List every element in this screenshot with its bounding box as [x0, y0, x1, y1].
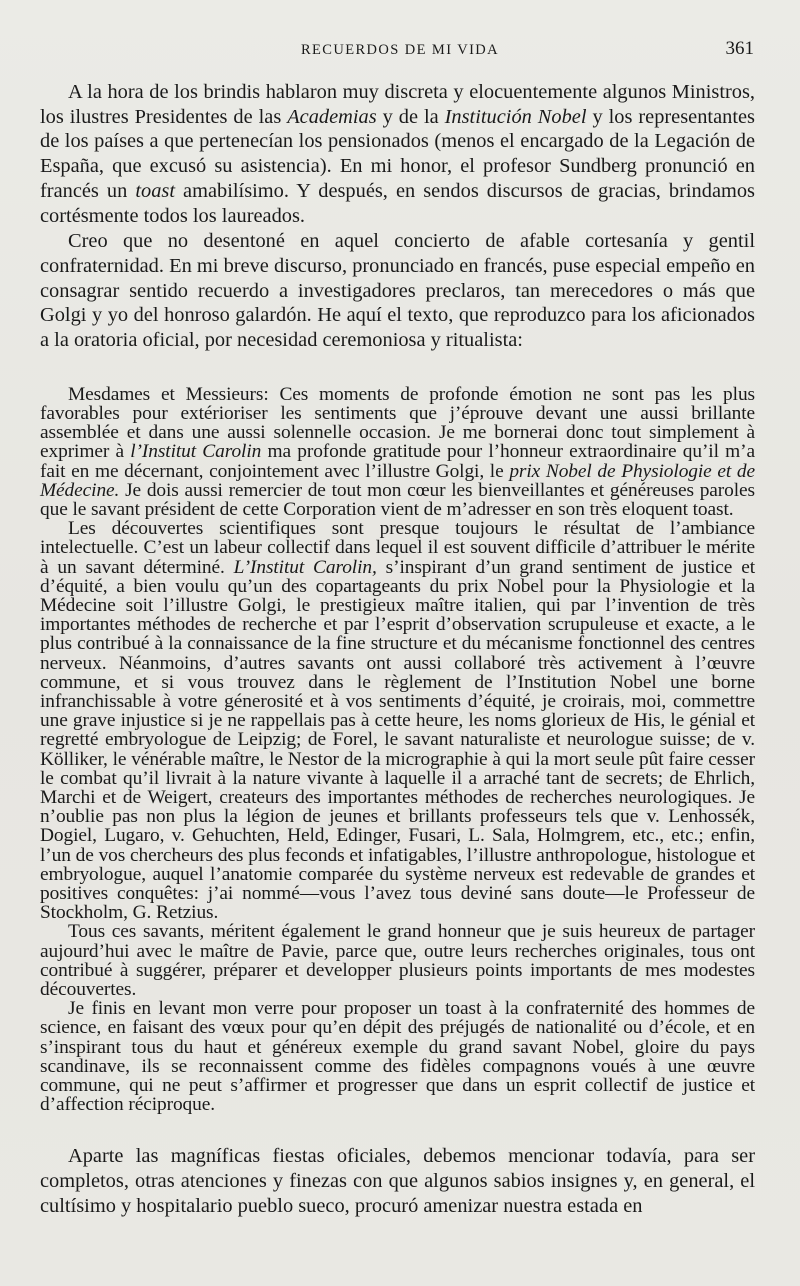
italic-run: toast [135, 179, 175, 202]
speech-paragraph-discoveries [40, 519, 755, 922]
paragraph-fiestas: Aparte las magníficas fiestas oficiales, debemos mencionar todavía, para ser completos, otras atenciones y finezas con que algunos sabios insignes y, en general, el cultísimo y hospitalario pueblo sueco, procuró amenizar nuestra estada en [40, 1145, 755, 1217]
paragraph-brindis [40, 80, 755, 228]
speech-block [40, 385, 755, 1115]
paragraph-discurso-intro: Creo que no desentoné en aquel concierto de afable cortesanía y gentil confraternidad. En mi breve discurso, pronunciado en francés, puse especial empeño en consagrar sentido recuerdo a investigadores preclaros, tan merecedores o más que Golgi y yo del honroso galardón. He aquí el texto, que reproduzco para los aficionados a la oratoria oficial, por necesidad ceremoniosa y ritualista: [40, 230, 755, 352]
italic-run: l’Institut Carolin [130, 441, 262, 463]
italic-run: Academias [287, 105, 377, 128]
text-run: ma profonde gratitude pour l’honneur extraordinaire qu’il m’a fait en me décernant, conjointement avec l’illustre Golgi, le [40, 441, 755, 482]
text-run: Mesdames et Messieurs: Ces moments de profonde émotion ne sont pas les plus favorables pour extérioriser les sentiments que j’éprouve devant une aussi brillante assemblée et dans une aussi solennelle occasion. Je me bornerai donc tout simplement à exprimer à [40, 383, 755, 463]
page-number: 361 [725, 38, 754, 59]
speech-paragraph-toast: Je finis en levant mon verre pour proposer un toast à la confraternité des hommes de science, en faisant des vœux pour qu’en dépit des préjugés de nationalité ou d’école, et en s’inspirant tous du haut et généreux exemple du grand savant Nobel, gloire du pays scandinave, ils se reconnaissent comme des fidèles compagnons voués à une œuvre commune, qui ne peut s’affirmer et progresser que dans un esprit collectif de justice et d’affection réciproque. [40, 998, 755, 1116]
text-run: y de la [376, 105, 445, 128]
text-run: Les découvertes scientifiques sont presque toujours le résultat de l’ambiance intelectuelle. C’est un labeur collectif dans lequel il est souvent difficile d’attribuer le mérite à un savant déterminé. [40, 518, 755, 578]
running-title: RECUERDOS DE MI VIDA [300, 42, 500, 58]
italic-run: L’Institut Carolin, [233, 556, 377, 578]
speech-paragraph-savants: Tous ces savants, méritent également le grand honneur que je suis heureux de partager aujourd’hui avec le maître de Pavie, parce que, outre leurs recherches originales, tous ont contribué à suggérer, préparer et developper plusieurs points importants de mes modestes découvertes. [40, 921, 755, 1001]
text-run: Je dois aussi remercier de tout mon cœur les bienveillantes et généreuses paroles que le savant président de cette Corporation vient de m’adresser en son très eloquent toast. [40, 479, 755, 520]
speech-paragraph-opening [40, 385, 755, 519]
text-run: s’inspirant d’un grand sentiment de justice et d’équité, a bien voulu qu’un des copartageants du prix Nobel pour la Physiologie et la Médecine soit l’illustre Golgi, le prestigieux maître italien, qui par l’invention de très importantes méthodes de recherche et par l’esprit d’observation scrupuleuse et exacte, a le plus contribué à la connaissance de la fine structure et du mécanisme fonctionnel des centres nerveux. Néanmoins, d’autres savants ont aussi collaboré très activement à l’œuvre commune, et si vous trouvez dans le règlement de l’Institution Nobel une borne infranchissable à votre génerosité et à vos sentiments d’équité, je croirais, moi, commettre une grave injustice si je ne rappellais pas à cette heure, les noms glorieux de His, le génial et regretté embryologue de Leipzig; de Forel, le savant naturaliste et neurologue suisse; de v. Kölliker, le vénérable maître, le Nestor de la micrographie à qui la mort seule pût faire cesser le combat qu’il livrait à la nature vivante à laquelle il a arraché tant de secrets; de Ehrlich, Marchi et de Weigert, createurs des importantes méthodes de recherches neurologiques. Je n’oublie pas non plus la légion de jeunes et brillants professeurs tels que v. Lenhossék, Dogiel, Lugaro, v. Gehuchten, Held, Edinger, Fusari, L. Sala, Holmgrem, etc., etc.; enfin, l’un de vos chercheurs des plus feconds et infatigables, l’illustre anthropologue, histologue et embryologue, auquel l’anatomie comparée du système nerveux est redevable de grandes et positives conquêtes: j’ai nommé—vous l’avez tous deviné sans doute—le Professeur de Stockholm, G. Retzius. [40, 556, 755, 924]
text-run: y los representantes de los países a que pertenecían los pensionados (menos el encargado de la Legación de España, que excusó su asistencia). En mi honor, el profesor Sundberg pronunció en francés un [40, 105, 755, 202]
text-run: A la hora de los brindis hablaron muy discreta y elocuentemente algunos Ministros, los ilustres Presidentes de las [40, 81, 755, 128]
body-text [40, 80, 755, 1219]
text-run: amabilísimo. Y después, en sendos discursos de gracias, brindamos cortésmente todos los laureados. [40, 179, 755, 227]
italic-run: prix Nobel de Physiologie et de Médecine. [40, 460, 755, 501]
italic-run: Institución Nobel [444, 105, 587, 128]
running-head [0, 38, 800, 62]
